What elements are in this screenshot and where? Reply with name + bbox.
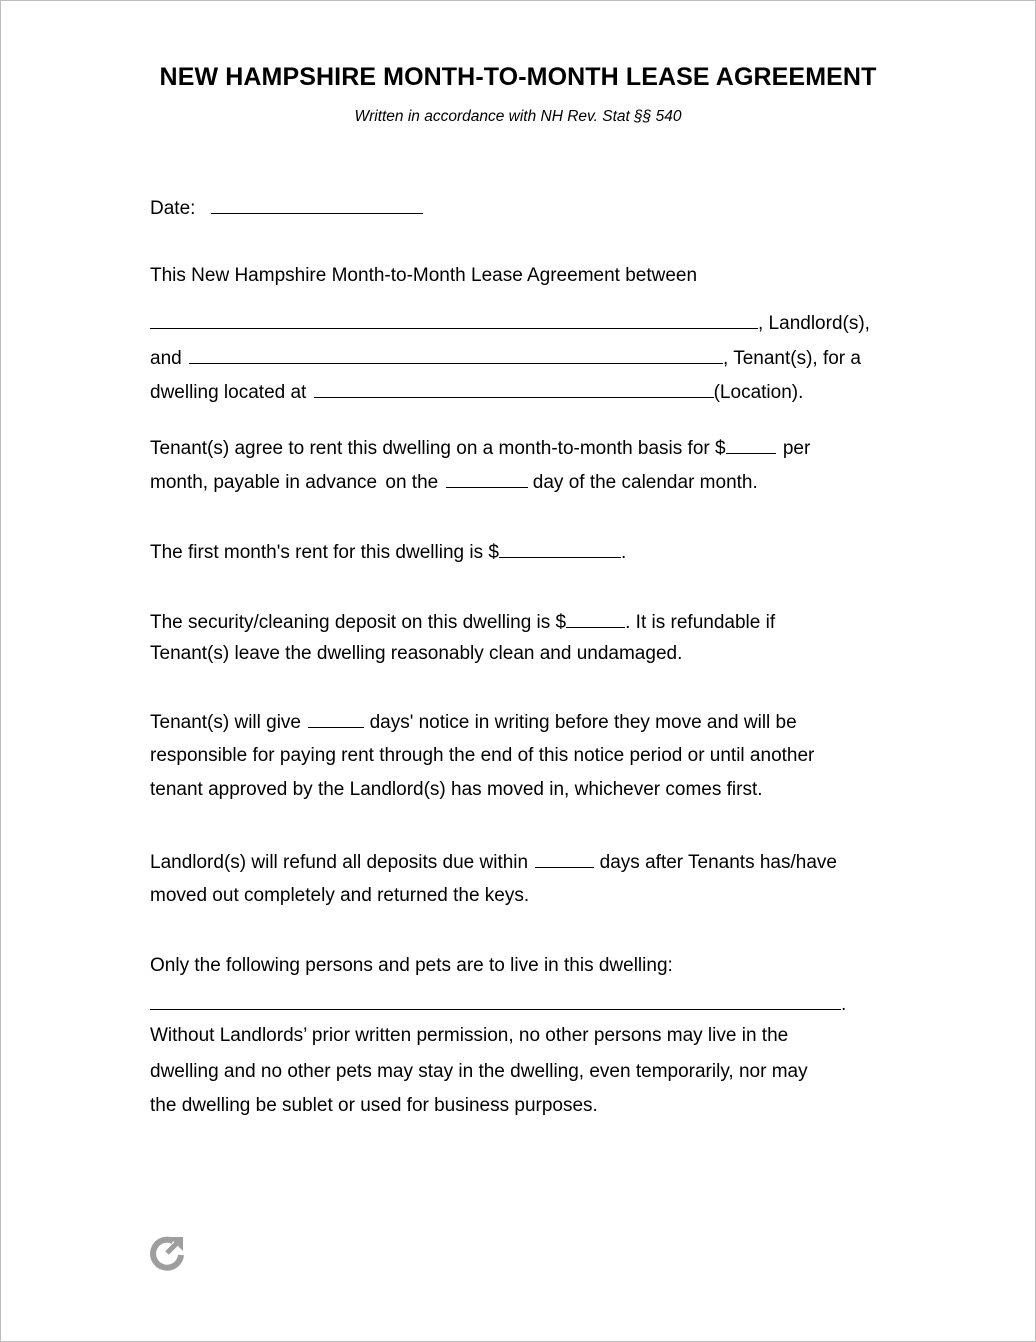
first-month-amount-field[interactable] (499, 539, 621, 558)
date-field[interactable] (211, 195, 423, 214)
tenant-row (150, 345, 861, 370)
refund-text-2: days after Tenants has/have (599, 852, 837, 873)
occupants-line-1: Only the following persons and pets are to live in this dwelling: (150, 955, 673, 976)
deposit-text-2: . It is refundable if (625, 612, 776, 633)
brand-arrow-icon (149, 1233, 187, 1271)
rent-amount-field[interactable] (726, 435, 776, 454)
deposit-text-1: The security/cleaning deposit on this dwelling is $ (150, 612, 567, 633)
rent-line-2 (150, 469, 758, 494)
rent-line-1 (150, 435, 810, 460)
date-row (150, 195, 423, 220)
tenant-suffix: , Tenant(s), for a (722, 348, 861, 369)
first-month-row (150, 539, 626, 564)
deposit-amount-field[interactable] (566, 609, 625, 628)
deposit-line-2: Tenant(s) leave the dwelling reasonably clean and undamaged. (150, 643, 683, 664)
rent-text-2: per (782, 438, 811, 459)
notice-text-1: Tenant(s) will give (150, 712, 301, 733)
first-month-text: The first month's rent for this dwelling is $ (150, 542, 499, 563)
landlord-row (150, 310, 870, 335)
rent-text-3: month, payable in advance (150, 472, 378, 493)
refund-line-1 (150, 849, 837, 874)
notice-line-1 (150, 709, 797, 734)
tenant-name-field[interactable] (189, 345, 723, 364)
location-field[interactable] (314, 379, 714, 398)
rent-text-4: on the (385, 472, 439, 493)
intro-line-1: This New Hampshire Month-to-Month Lease Agreement between (150, 265, 698, 286)
refund-text-1: Landlord(s) will refund all deposits due within (150, 852, 529, 873)
location-suffix: (Location). (713, 382, 804, 403)
notice-days-field[interactable] (308, 709, 364, 728)
occupants-line-5: the dwelling be sublet or used for business purposes. (150, 1095, 598, 1116)
occupants-field[interactable] (150, 991, 841, 1010)
rent-day-field[interactable] (446, 469, 528, 488)
occupants-line-3: Without Landlords’ prior written permission, no other persons may live in the (150, 1025, 789, 1046)
first-month-end: . (620, 542, 627, 563)
location-row (150, 379, 803, 404)
and-label: and (150, 348, 182, 369)
document-title: NEW HAMPSHIRE MONTH-TO-MONTH LEASE AGREEMENT (159, 63, 877, 91)
rent-text-5: day of the calendar month. (532, 472, 758, 493)
landlord-suffix: , Landlord(s), (758, 313, 870, 334)
notice-line-2: responsible for paying rent through the end of this notice period or until another (150, 745, 815, 766)
rent-text-1: Tenant(s) agree to rent this dwelling on a month-to-month basis for $ (150, 438, 726, 459)
notice-line-3: tenant approved by the Landlord(s) has moved in, whichever comes first. (150, 779, 763, 800)
occupants-blank-row (150, 991, 846, 1016)
occupants-line-4: dwelling and no other pets may stay in the dwelling, even temporarily, nor may (150, 1061, 808, 1082)
dwelling-label: dwelling located at (150, 382, 307, 403)
document-subtitle: Written in accordance with NH Rev. Stat §§ 540 (354, 108, 682, 125)
date-label: Date: (150, 198, 196, 219)
deposit-line-1 (150, 609, 775, 634)
notice-text-2: days' notice in writing before they move and will be (369, 712, 797, 733)
refund-line-2: moved out completely and returned the keys. (150, 885, 530, 906)
landlord-name-field[interactable] (150, 310, 758, 329)
refund-days-field[interactable] (535, 849, 594, 868)
occupants-blank-end: . (841, 994, 847, 1015)
